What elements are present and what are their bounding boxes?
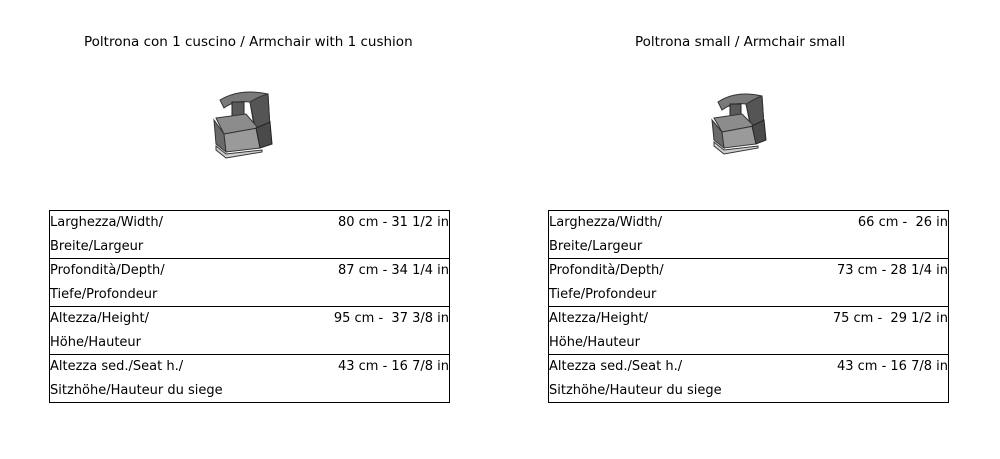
dimension-value: 75 cm - 29 1/2 in xyxy=(788,307,948,355)
table-row xyxy=(549,211,949,259)
dimension-value: 43 cm - 16 7/8 in xyxy=(788,355,948,403)
dimension-value: 73 cm - 28 1/4 in xyxy=(788,259,948,307)
table-row xyxy=(549,259,949,307)
table-row xyxy=(549,355,949,403)
dimension-label: Profondità/Depth/ xyxy=(549,263,664,278)
dimension-value: 43 cm - 16 7/8 in xyxy=(289,355,449,403)
dimension-label: Tiefe/Profondeur xyxy=(549,286,657,302)
product-title: Poltrona con 1 cuscino / Armchair with 1 cushion xyxy=(84,34,413,50)
dimension-value: 66 cm - 26 in xyxy=(788,211,948,259)
dimension-label: Breite/Largeur xyxy=(50,238,144,254)
table-row xyxy=(50,355,450,403)
table-row xyxy=(50,259,450,307)
product-title: Poltrona small / Armchair small xyxy=(635,34,846,50)
dimension-label: Höhe/Hauteur xyxy=(549,334,641,350)
table-row xyxy=(549,307,949,355)
dimension-value: 80 cm - 31 1/2 in xyxy=(289,211,449,259)
table-row xyxy=(50,307,450,355)
dimension-value: 87 cm - 34 1/4 in xyxy=(289,259,449,307)
dimension-value: 95 cm - 37 3/8 in xyxy=(289,307,449,355)
dimension-label: Höhe/Hauteur xyxy=(50,334,142,350)
dimension-label: Profondità/Depth/ xyxy=(50,263,165,278)
dimension-label: Tiefe/Profondeur xyxy=(50,286,158,302)
dimension-label: Altezza/Height/ xyxy=(549,311,648,326)
dimension-label: Sitzhöhe/Hauteur du siege xyxy=(549,382,722,398)
dimension-label: Altezza sed./Seat h./ xyxy=(549,359,683,374)
armchair-image xyxy=(210,88,278,164)
dimension-label: Altezza sed./Seat h./ xyxy=(50,359,184,374)
table-row xyxy=(50,211,450,259)
dimensions-table xyxy=(548,210,949,403)
dimension-label: Breite/Largeur xyxy=(549,238,643,254)
dimension-label: Altezza/Height/ xyxy=(50,311,149,326)
dimensions-table xyxy=(49,210,450,403)
dimension-label: Larghezza/Width/ xyxy=(549,215,662,230)
armchair-image xyxy=(708,88,772,160)
dimension-label: Larghezza/Width/ xyxy=(50,215,163,230)
dimension-label: Sitzhöhe/Hauteur du siege xyxy=(50,382,223,398)
